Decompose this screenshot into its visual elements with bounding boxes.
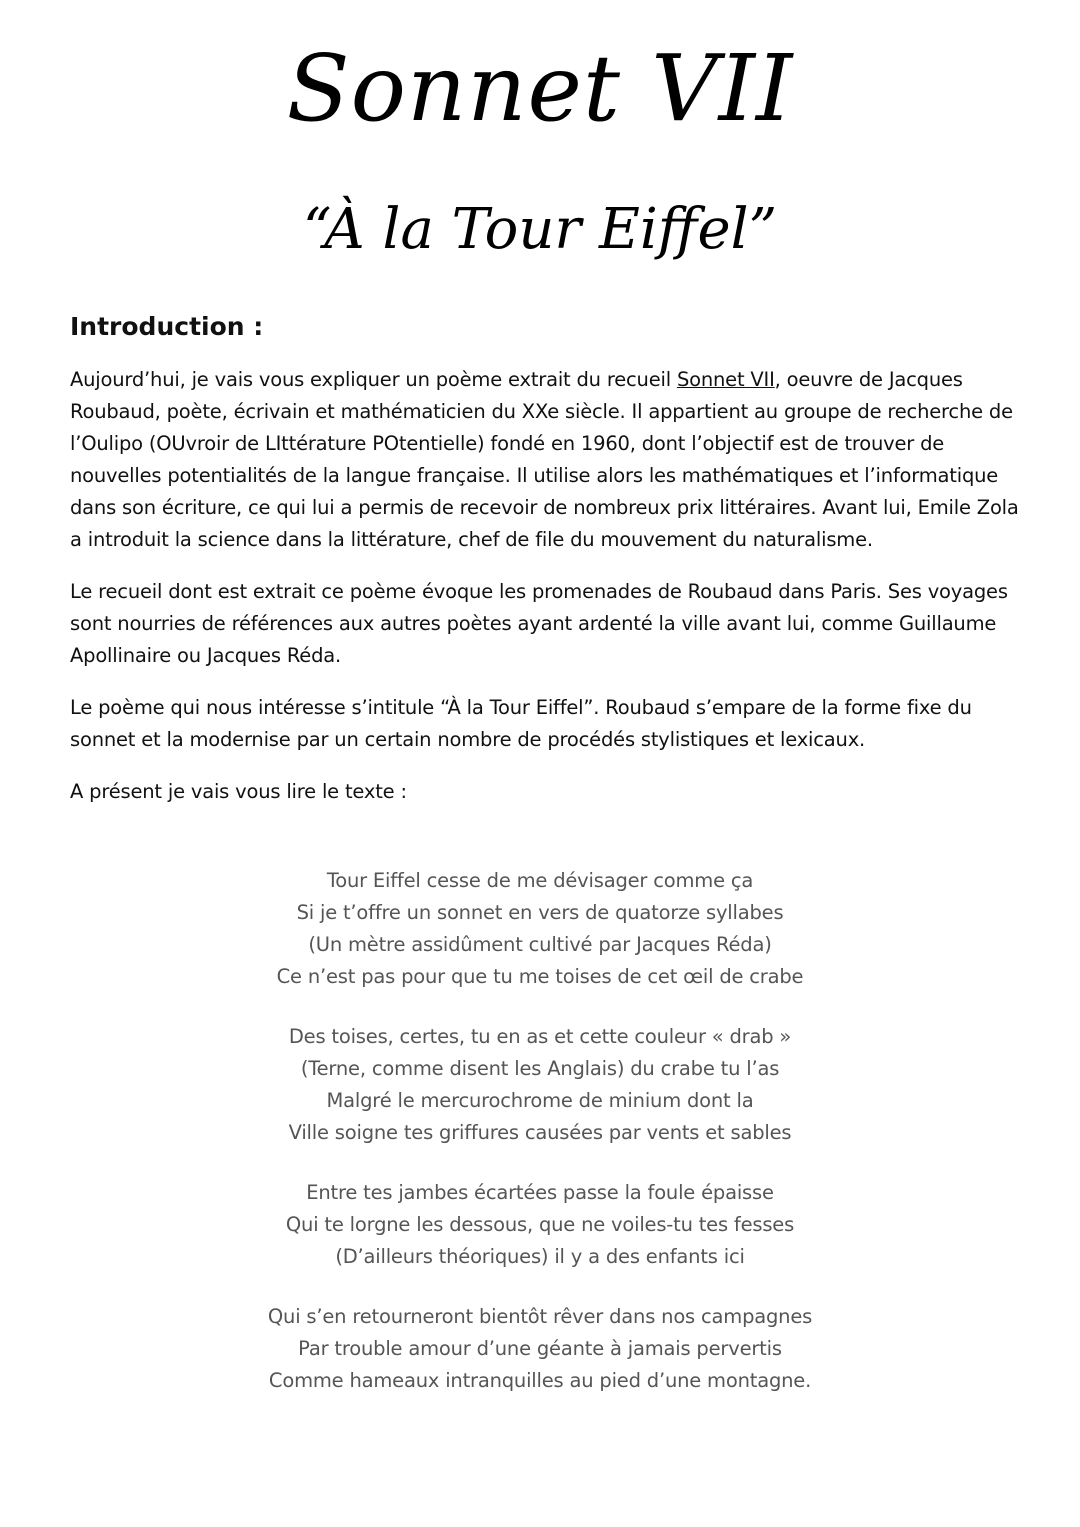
poem-line: Par trouble amour d’une géante à jamais pervertis <box>298 1337 782 1360</box>
poem-text <box>0 865 1080 1425</box>
poem-line: Ville soigne tes griffures causées par vents et sables <box>288 1121 792 1144</box>
intro-paragraph-1 <box>70 364 1020 556</box>
poem-stanza-1 <box>0 865 1080 993</box>
intro-paragraph-1-end: , oeuvre de Jacques Roubaud, poète, écrivain et mathématicien du XXe siècle. Il appartient au groupe de recherche de l’Oulipo (OUvroir de LIttérature POtentielle) fondé en 1960, dont l’objectif est de trouver de nouvelles potentialités de la langue française. Il utilise alors les mathématiques et l’informatique dans son écriture, ce qui lui a permis de recevoir de nombreux prix littéraires. Avant lui, Emile Zola a introduit la science dans la littérature, chef de file du mouvement du naturalisme. <box>70 368 1019 551</box>
poem-line: (Terne, comme disent les Anglais) du crabe tu l’as <box>300 1057 780 1080</box>
document-title: Sonnet VII <box>286 35 794 142</box>
poem-stanza-4 <box>0 1301 1080 1397</box>
poem-line: Si je t’offre un sonnet en vers de quatorze syllabes <box>296 901 784 924</box>
poem-line: (D’ailleurs théoriques) il y a des enfants ici <box>335 1245 745 1268</box>
intro-paragraph-1-start: Aujourd’hui, je vais vous expliquer un poème extrait du recueil <box>70 368 677 391</box>
introduction-section <box>70 312 1020 828</box>
poem-subtitle: “À la Tour Eiffel” <box>302 197 778 262</box>
poem-line: Ce n’est pas pour que tu me toises de cet œil de crabe <box>276 965 804 988</box>
poem-line: Qui s’en retourneront bientôt rêver dans nos campagnes <box>267 1305 813 1328</box>
poem-line: Entre tes jambes écartées passe la foule épaisse <box>306 1181 774 1204</box>
poem-line: Comme hameaux intranquilles au pied d’une montagne. <box>268 1369 812 1392</box>
poem-line: Qui te lorgne les dessous, que ne voiles-tu tes fesses <box>285 1213 795 1236</box>
poem-line: (Un mètre assidûment cultivé par Jacques Réda) <box>308 933 772 956</box>
introduction-heading: Introduction : <box>70 312 264 341</box>
intro-paragraph-3: Le poème qui nous intéresse s’intitule “À la Tour Eiffel”. Roubaud s’empare de la forme fixe du sonnet et la modernise par un certain nombre de procédés stylistiques et lexicaux. <box>70 696 972 751</box>
collection-title-link: Sonnet VII <box>676 368 775 391</box>
poem-stanza-2 <box>0 1021 1080 1149</box>
poem-line: Tour Eiffel cesse de me dévisager comme ça <box>326 869 754 892</box>
intro-paragraph-4: A présent je vais vous lire le texte : <box>70 780 407 803</box>
poem-line: Des toises, certes, tu en as et cette couleur « drab » <box>288 1025 792 1048</box>
poem-line: Malgré le mercurochrome de minium dont la <box>326 1089 754 1112</box>
intro-paragraph-2: Le recueil dont est extrait ce poème évoque les promenades de Roubaud dans Paris. Ses voyages sont nourries de références aux autres poètes ayant ardenté la ville avant lui, comme Guillaume Apollinaire ou Jacques Réda. <box>70 580 1008 667</box>
poem-stanza-3 <box>0 1177 1080 1273</box>
